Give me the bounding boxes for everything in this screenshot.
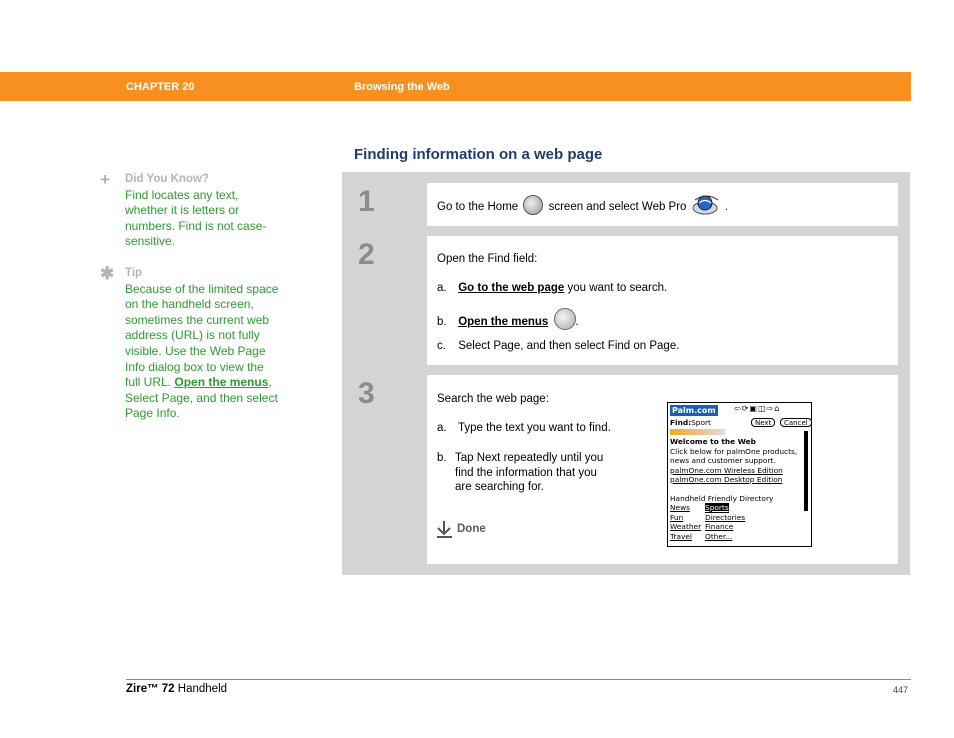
did-you-know-heading: Did You Know?: [125, 173, 209, 185]
highlighted-match[interactable]: Sports: [705, 503, 729, 512]
asterisk-icon: ✱: [100, 263, 115, 283]
forward-arrow-icon: ⇨: [766, 404, 775, 413]
step-2: [353, 236, 898, 365]
step-2-item-b: b. Open the menus .: [437, 311, 579, 333]
done-marker: Done: [437, 520, 486, 538]
step-number: 2: [358, 238, 375, 271]
handheld-screenshot: [667, 402, 812, 547]
home-icon: [523, 195, 543, 215]
cancel-button[interactable]: Cancel: [780, 418, 812, 427]
find-input[interactable]: Sport: [691, 418, 711, 427]
did-you-know-text: Find locates any text, whether it is letters or numbers. Find is not case-sensitive.: [125, 187, 267, 249]
plus-icon: +: [100, 170, 110, 189]
step-3: [353, 375, 898, 564]
section-title: Finding information on a web page: [354, 146, 603, 163]
footer-product: Zire™ 72 Handheld: [126, 683, 228, 695]
go-to-web-page-link[interactable]: Go to the web page: [458, 282, 565, 294]
tip-text-before: Because of the limited space on the handheld screen, sometimes the current web address (URL) is not fully visible. Use the Web Page Info dialog box to view the full URL.: [125, 281, 279, 390]
sidebar: [100, 172, 280, 438]
home-icon: ⌂: [774, 404, 781, 413]
page-link[interactable]: palmOne.com Wireless Edition: [670, 465, 783, 475]
step-1: [353, 183, 898, 226]
refresh-icon: ⟳: [741, 404, 750, 413]
tip-block: [100, 263, 280, 422]
toolbar-icons: [734, 404, 780, 413]
tip-heading: Tip: [125, 266, 143, 279]
step-1-text: Go to the Home screen and select Web Pro .: [437, 196, 728, 218]
step-3-intro: Search the web page:: [437, 393, 549, 405]
page-number: 447: [893, 685, 909, 695]
down-arrow-icon: [437, 520, 453, 538]
menu-icon: [554, 308, 576, 330]
step-number: 1: [358, 185, 375, 218]
web-pro-globe-icon: [692, 194, 720, 216]
tip-text: [125, 282, 280, 422]
page-link[interactable]: palmOne.com Desktop Edition: [670, 475, 783, 484]
step-3-item-b: b. Tap Next repeatedly until you find the information that you are searching for.: [437, 452, 604, 493]
scrollbar[interactable]: [804, 431, 808, 511]
steps-box: [342, 172, 910, 575]
page-content: Welcome to the Web Click below for palmOne products, news and customer support. palmOne.com Wireless Edition palmOne.com Desktop Edition Handheld Friendly Directory News Sports Fun Directories Weather Finance Travel Other...: [670, 437, 802, 541]
open-the-menus-link[interactable]: Open the menus: [458, 316, 549, 329]
directory-title: Handheld Friendly Directory: [670, 493, 774, 503]
step-3-item-a: a. Type the text you want to find.: [437, 422, 611, 434]
step-number: 3: [358, 377, 375, 410]
open-the-menus-link[interactable]: Open the menus: [174, 375, 269, 390]
site-title: Palm.com: [670, 405, 718, 416]
back-arrow-icon: ⇦: [734, 404, 742, 413]
directory-grid: News Sports Fun Directories Weather Finance Travel Other...: [670, 503, 746, 541]
step-2-item-c: c. Select Page, and then select Find on Page.: [437, 340, 680, 352]
chapter-label: CHAPTER 20: [126, 81, 195, 93]
bookmark-icon: ▣: [749, 404, 758, 413]
footer-divider: [126, 679, 911, 680]
page-heading: Welcome to the Web: [670, 437, 756, 446]
did-you-know-block: [100, 172, 280, 250]
step-2-item-a: a. Go to the web page you want to search.: [437, 282, 668, 294]
tip-text-after: , Select Page, and then select Page Info.: [125, 375, 278, 421]
chapter-header-bar: [0, 72, 911, 101]
step-2-intro: Open the Find field:: [437, 253, 538, 265]
history-icon: ◫: [757, 404, 767, 413]
find-bar: Find:Sport Next Cancel: [670, 418, 809, 428]
chapter-title: Browsing the Web: [354, 81, 450, 93]
next-button[interactable]: Next: [751, 418, 775, 427]
page-banner: [670, 429, 725, 435]
